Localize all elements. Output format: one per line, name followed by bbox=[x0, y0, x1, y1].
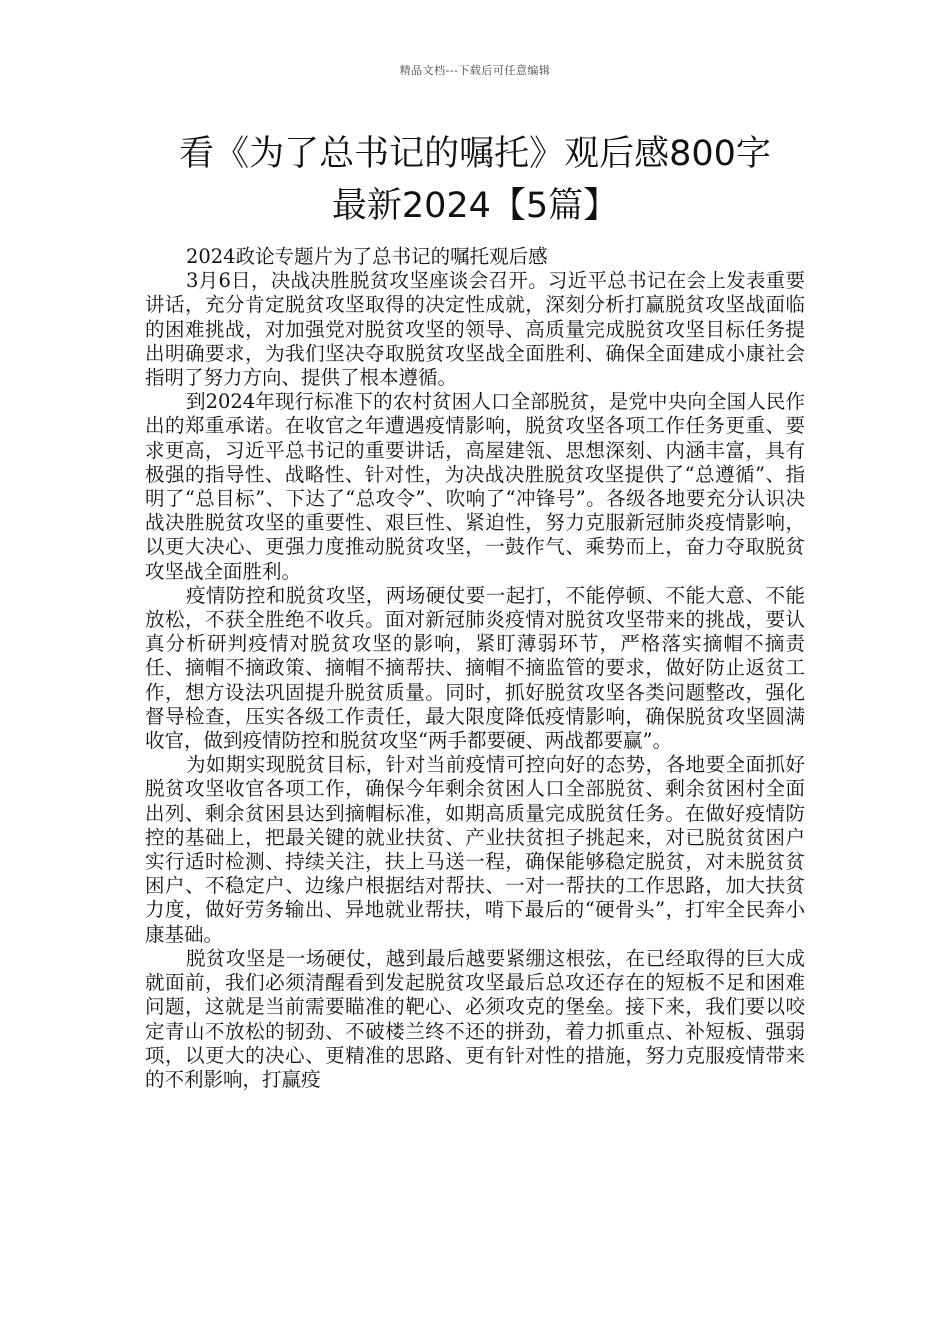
subtitle-paragraph: 2024政论专题片为了总书记的嘱托观后感 bbox=[185, 245, 548, 268]
body-paragraph: 疫情防控和脱贫攻坚，两场硬仗要一起打，不能停顿、不能大意、不能放松，不获全胜绝不收兵。面对新冠肺炎疫情对脱贫攻坚带来的挑战，要认真分析研判疫情对脱贫攻坚的影响，紧盯薄弱环节，严格落实摘帽不摘责任、摘帽不摘政策、摘帽不摘帮扶、摘帽不摘监管的要求，做好防止返贫工作，想方设法巩固提升脱贫质量。同时，抓好脱贫攻坚各类问题整改，强化督导检查，压实各级工作责任，最大限度降低疫情影响，确保脱贫攻坚圆满收官，做到疫情防控和脱贫攻坚“两手都要硬、两战都要赢”。 bbox=[145, 583, 805, 753]
body-paragraph: 到2024年现行标准下的农村贫困人口全部脱贫，是党中央向全国人民作出的郑重承诺。在收官之年遭遇疫情影响，脱贫攻坚各项工作任务更重、要求更高，习近平总书记的重要讲话，高屋建瓴、思想深刻、内涵丰富，具有极强的指导性、战略性、针对性，为决战决胜脱贫攻坚提供了“总遵循”、指明了“总目标”、下达了“总攻令”、吹响了“冲锋号”。各级各地要充分认识决战决胜脱贫攻坚的重要性、艰巨性、紧迫性，努力克服新冠肺炎疫情影响，以更大决心、更强力度推动脱贫攻坚，一鼓作气、乘势而上，奋力夺取脱贫攻坚战全面胜利。 bbox=[145, 390, 805, 583]
page-header: 精品文档---下载后可任意编辑 bbox=[399, 64, 551, 77]
body-paragraph: 为如期实现脱贫目标，针对当前疫情可控向好的态势，各地要全面抓好脱贫攻坚收官各项工作，确保今年剩余贫困人口全部脱贫、剩余贫困村全面出列、剩余贫困县达到摘帽标准，如期高质量完成脱贫任务。在做好疫情防控的基础上，把最关键的就业扶贫、产业扶贫担子挑起来，对已脱贫贫困户实行适时检测、持续关注，扶上马送一程，确保能够稳定脱贫，对未脱贫贫困户、不稳定户、边缘户根据结对帮扶、一对一帮扶的工作思路，加大扶贫力度，做好劳务输出、异地就业帮扶，啃下最后的“硬骨头”，打牢全民奔小康基础。 bbox=[145, 753, 805, 946]
body-paragraph: 脱贫攻坚是一场硬仗，越到最后越要紧绷这根弦，在已经取得的巨大成就面前，我们必须清醒看到发起脱贫攻坚最后总攻还存在的短板不足和困难问题，这就是当前需要瞄准的靶心、必须攻克的堡垒。接下来，我们要以咬定青山不放松的韧劲、不破楼兰终不还的拼劲，着力抓重点、补短板、强弱项，以更大的决心、更精准的思路、更有针对性的措施，努力克服疫情带来的不利影响，打赢疫 bbox=[145, 946, 805, 1091]
body-paragraph: 3月6日，决战决胜脱贫攻坚座谈会召开。习近平总书记在会上发表重要讲话，充分肯定脱贫攻坚取得的决定性成就，深刻分析打赢脱贫攻坚战面临的困难挑战，对加强党对脱贫攻坚的领导、高质量完成脱贫攻坚目标任务提出明确要求，为我们坚决夺取脱贫攻坚战全面胜利、确保全面建成小康社会指明了努力方向、提供了根本遵循。 bbox=[145, 269, 805, 390]
title-line-2: 最新2024【5篇】 bbox=[331, 186, 619, 226]
document-body bbox=[145, 245, 805, 1092]
title-line-1: 看《为了总书记的嘱托》观后感800字 bbox=[179, 134, 771, 174]
document-title bbox=[100, 128, 850, 232]
